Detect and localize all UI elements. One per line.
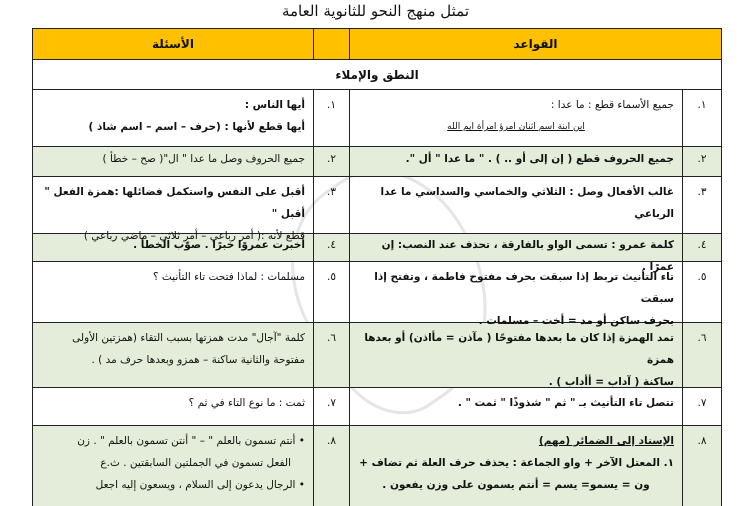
question-number: .٦ [314,323,350,387]
rule-cell [350,388,683,425]
question-number: .٤ [314,234,350,261]
question-cell [33,177,314,242]
rule-line: ١. المعتل الآخر + واو الجماعة : يحذف حرف العلة ثم تضاف + [359,457,674,469]
table-header [33,29,721,60]
page-title: تمثل منهج النحو للثانوية العامة [281,2,470,20]
question-line: ثمت : ما نوع التاء في ثم ؟ [188,397,305,409]
question-line: الفعل تسمون في الجملتين السابقتين . ث.ع [100,457,291,469]
table-row [33,323,721,388]
question-line: أيها قطع لأنها : (حرف – اسم – اسم شاذ ) [88,121,305,133]
rule-number: .٤ [697,239,707,251]
table-row [33,426,721,506]
header-spacer [314,29,350,59]
question-cell [33,262,314,322]
question-line: أيها الناس : [244,99,305,111]
question-bullet: • الرجال يدعون إلى السلام ، ويسعون إليه اجعل [41,474,305,496]
question-number: .٢ [314,147,350,176]
rule-line: جميع الحروف قطع ( إن إلى أو .. ) . " ما عدا " أل ". [405,153,674,165]
rule-cell [350,323,683,387]
question-line: أقبل على النفس واستكمل فضائلها :همزة الفعل " أقبل " [44,186,305,220]
question-line: مفتوحة والثانية ساكنة – همزو وبعدها حرف مد ) . [91,354,305,366]
rule-cell [350,90,683,146]
rule-number: .٦ [697,332,707,344]
rule-line: ساكنة ( آداب = أأداب ) . [548,376,674,388]
table-row [33,388,721,426]
table-row [33,177,721,242]
question-line: قطع لأنه :( أمر رباعي – أمر ثلاثي – ماضي رباعي ) [83,230,305,242]
header-rules: القواعد [513,37,558,51]
rule-line: ون = يسمو= يسم = أنتم يسمون على وزن يفعون . [382,479,650,491]
table-row [33,234,721,273]
rule-cell [350,147,683,176]
question-number: .٥ [314,262,350,322]
rule-number: .٥ [697,271,707,283]
rule-cell [350,262,683,327]
question-cell [33,323,314,387]
question-cell [33,234,314,261]
rule-number: .٨ [697,435,707,447]
curriculum-table [32,28,722,506]
question-number: .٣ [314,177,350,233]
question-bullet: • أنتم تسمون بالعلم " – " أنتن تسمون بالعلم " . زن [41,430,305,452]
question-line: مسلمات : لماذا فتحت تاء التأنيث ؟ [152,271,305,283]
question-cell [33,90,314,146]
question-line: كلمة "آجال" مدت همزتها بسبب التقاء (همزتين الأولى [72,332,305,344]
question-cell [33,388,314,425]
rule-line: ابن ابنة اسم اثنان امرؤ امرأة ايم الله [447,122,585,132]
table-row [33,90,721,147]
rule-cell [350,426,683,506]
question-cell [33,426,314,506]
question-line: أخبرت عمروًا خبرًا . صوّب الخطأ . [133,239,305,251]
rule-number: .٣ [697,186,707,198]
rule-cell [350,234,683,273]
rule-number: .٧ [697,397,707,409]
rule-line: تمد الهمزة إذا كان ما بعدها مفتوحًا ( مآذن = مأاذن) أو بعدها همزة [364,332,674,366]
question-cell [33,147,314,176]
question-number: .٨ [314,426,350,506]
rule-number: .٢ [697,153,707,165]
rule-line: بحرف ساكن أو مد = أخت – مسلمات . [478,315,674,327]
header-questions: الأسئلة [33,29,314,59]
rule-line: تاء التأنيث تربط إذا سبقت بحرف مفتوح فاطمة ، وتفتح إذا سبقت [374,271,674,305]
question-number: .٧ [314,388,350,425]
rule-line: الإسناد إلى الضمائر (مهم) [538,435,674,447]
table-row [33,147,721,177]
rule-line: تتصل تاء التأنيث بـ " ثم " شذوذًا " ثمت " . [457,397,674,409]
rule-line: كلمة عمرو : تسمى الواو بالفارقة ، تحذف عند النصب: إن عمرًا . [381,239,674,273]
rule-cell [350,177,683,233]
table-row [33,262,721,327]
question-line: جميع الحروف وصل ما عدا " ال"( صح – خطأ ) [102,153,305,165]
rule-number: .١ [697,99,707,111]
section-title: النطق والإملاء [33,60,721,90]
rule-line: جميع الأسماء قطع : ما عدا : [550,99,674,111]
rule-line: غالب الأفعال وصل : الثلاثي والخماسي والسداسي ما عدا الرباعي [380,186,674,220]
question-number: .١ [314,90,350,146]
